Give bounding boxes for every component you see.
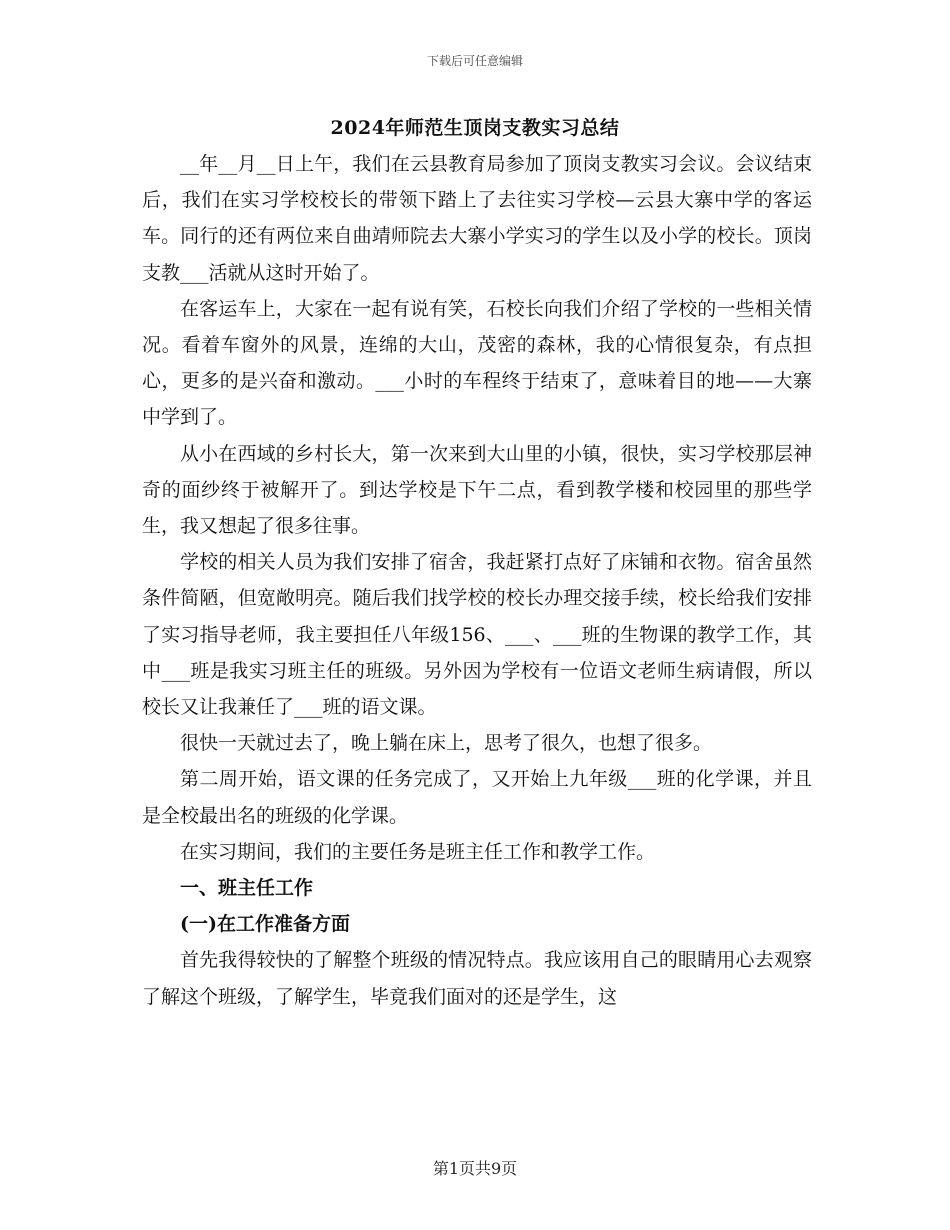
paragraph-2: 在客运车上，大家在一起有说有笑，石校长向我们介绍了学校的一些相关情况。看着车窗外的风景，连绵的大山，茂密的森林，我的心情很复杂，有点担心，更多的是兴奋和激动。___小时的车程终于结束了，意味着目的地——大寨中学到了。: [142, 297, 812, 429]
paragraph-1: __年__月__日上午，我们在云县教育局参加了顶岗支教实习会议。会议结束后，我们在实习学校校长的带领下踏上了去往实习学校—云县大寨中学的客运车。同行的还有两位来自曲靖师院去大寨小学实习的学生以及小学的校长。顶岗支教___活就从这时开始了。: [142, 153, 812, 284]
subsection-heading: (一)在工作准备方面: [180, 913, 350, 936]
document-body: [142, 146, 812, 1015]
paragraph-3: 从小在西域的乡村长大，第一次来到大山里的小镇，很快，实习学校那层神奇的面纱终于被解开了。到达学校是下午二点，看到教学楼和校园里的那些学生，我又想起了很多往事。: [142, 442, 812, 538]
page-number: 第1页共9页: [432, 1159, 518, 1178]
paragraph-6: 第二周开始，语文课的任务完成了，又开始上九年级___班的化学课，并且是全校最出名的班级的化学课。: [142, 768, 812, 827]
paragraph-7: 在实习期间，我们的主要任务是班主任工作和教学工作。: [180, 840, 656, 863]
paragraph-5: 很快一天就过去了，晚上躺在床上，思考了很久，也想了很多。: [180, 732, 713, 755]
page-header-note: 下载后可任意编辑: [426, 54, 523, 68]
section-heading: 一、班主任工作: [180, 877, 314, 900]
paragraph-4: 学校的相关人员为我们安排了宿舍，我赶紧打点好了床铺和衣物。宿舍虽然条件简陋，但宽敞明亮。随后我们找学校的校长办理交接手续，校长给我们安排了实习指导老师，我主要担任八年级156、___、___班的生物课的教学工作，其中___班是我实习班主任的班级。另外因为学校有一位语文老师生病请假，所以校长又让我兼任了___班的语文课。: [142, 551, 812, 719]
paragraph-8: 首先我得较快的了解整个班级的情况特点。我应该用自己的眼睛用心去观察了解这个班级，了解学生，毕竟我们面对的还是学生，这: [142, 949, 812, 1008]
document-title: 2024年师范生顶岗支教实习总结: [330, 117, 620, 139]
